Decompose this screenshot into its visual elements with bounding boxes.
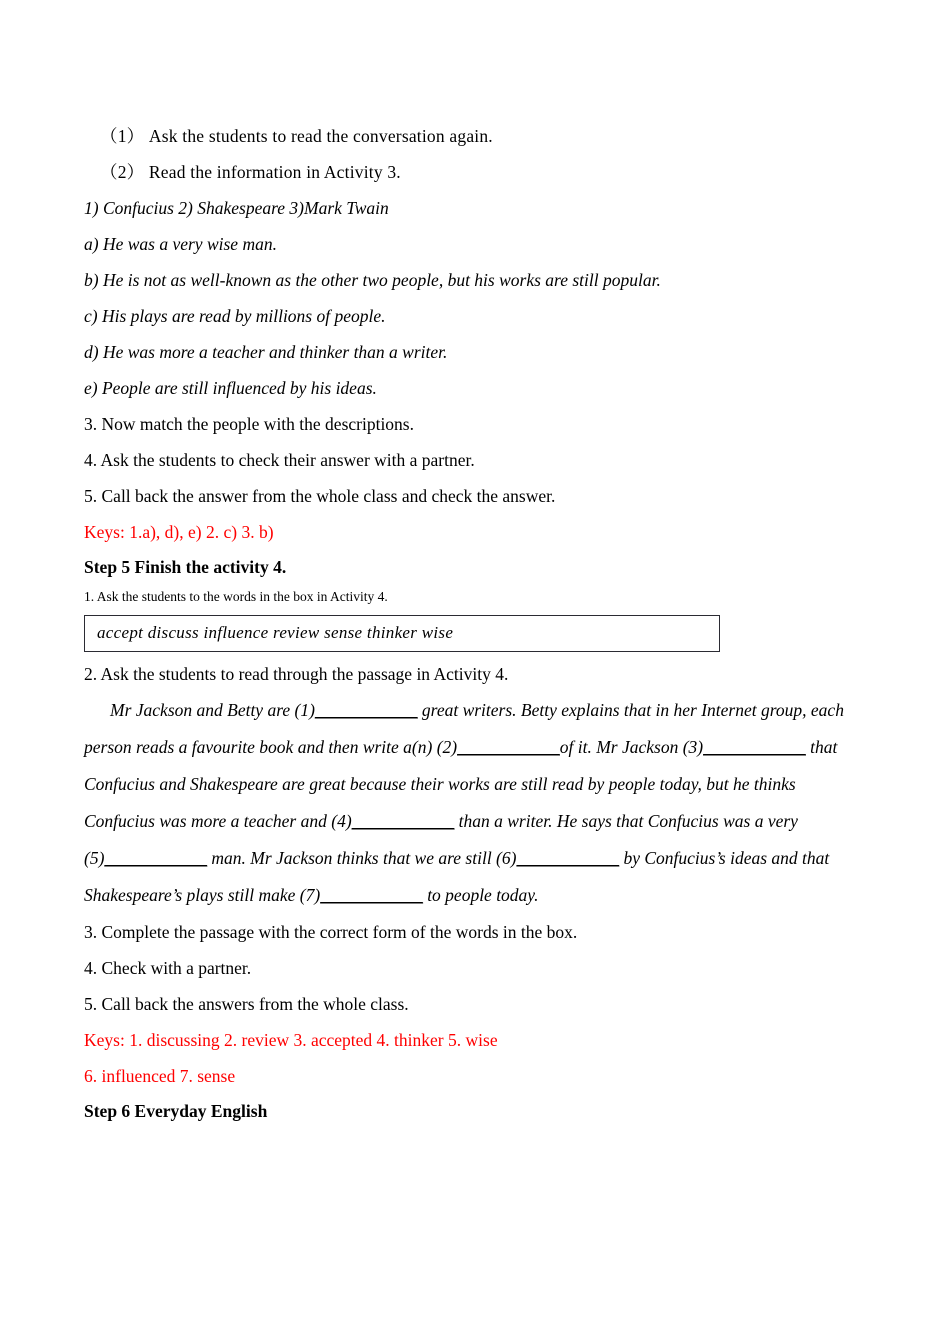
passage-blank: ____________ — [314, 700, 418, 720]
people-list: 1) Confucius 2) Shakespeare 3)Mark Twain — [84, 198, 389, 218]
passage-blank: ____________ — [351, 811, 455, 831]
description-item-c: c) His plays are read by millions of people. — [84, 306, 386, 326]
passage-text: man. Mr Jackson thinks that we are still (6) — [207, 848, 517, 868]
step6-heading: Step 6 Everyday English — [84, 1101, 268, 1121]
passage-blank: ____________ — [516, 848, 620, 868]
description-item-d: d) He was more a teacher and thinker than a writer. — [84, 342, 448, 362]
description-item-b: b) He is not as well-known as the other two people, but his works are still popular. — [84, 270, 661, 290]
passage-blank: ____________ — [457, 737, 560, 757]
passage-text: of it. Mr Jackson (3) — [559, 737, 704, 757]
activity3-instruction-4: 4. Ask the students to check their answer with a partner. — [84, 450, 475, 470]
passage-blank: ____________ — [320, 885, 423, 905]
intro-step-2: （2） Read the information in Activity 3. — [100, 162, 401, 182]
activity4-instruction-4: 4. Check with a partner. — [84, 958, 252, 978]
intro-step-1: （1） Ask the students to read the conversation again. — [100, 126, 493, 146]
activity3-instruction-3: 3. Now match the people with the descriptions. — [84, 414, 414, 434]
passage-text: than a writer. He says that Confucius was a very (5) — [84, 811, 798, 868]
passage-text: Mr Jackson and Betty are (1) — [110, 700, 315, 720]
passage-blank: ____________ — [703, 737, 806, 757]
activity4-instruction-5: 5. Call back the answers from the whole class. — [84, 994, 409, 1014]
activity4-answer-keys-line-1: Keys: 1. discussing 2. review 3. accepted 4. thinker 5. wise — [84, 1030, 498, 1050]
passage-text: great writers. Betty explains that in her Internet group, each person reads a favourite book and then write a(n) (2) — [84, 700, 844, 757]
word-bank-box — [84, 615, 720, 652]
description-item-e: e) People are still influenced by his ideas. — [84, 378, 377, 398]
activity4-answer-keys-line-2: 6. influenced 7. sense — [84, 1066, 236, 1086]
step5-heading: Step 5 Finish the activity 4. — [84, 557, 287, 577]
cloze-passage — [84, 692, 858, 914]
step5-instruction-2: 2. Ask the students to read through the passage in Activity 4. — [84, 664, 509, 684]
description-item-a: a) He was a very wise man. — [84, 234, 277, 254]
passage-blank: ____________ — [104, 848, 208, 868]
passage-text: by Confucius’s ideas and that Shakespeare’s plays still make (7) — [84, 848, 830, 905]
activity3-instruction-5: 5. Call back the answer from the whole class and check the answer. — [84, 486, 556, 506]
passage-body — [84, 700, 844, 905]
passage-text: that Confucius and Shakespeare are great because their works are still read by people today, but he thinks Confucius was more a teacher and (4) — [84, 737, 838, 831]
passage-text: to people today. — [422, 885, 539, 905]
activity4-instruction-3: 3. Complete the passage with the correct form of the words in the box. — [84, 922, 578, 942]
step5-instruction-1: 1. Ask the students to the words in the box in Activity 4. — [84, 589, 388, 604]
activity3-answer-keys: Keys: 1.a), d), e) 2. c) 3. b) — [84, 522, 274, 542]
word-bank-words: accept discuss influence review sense thinker wise — [97, 623, 454, 642]
